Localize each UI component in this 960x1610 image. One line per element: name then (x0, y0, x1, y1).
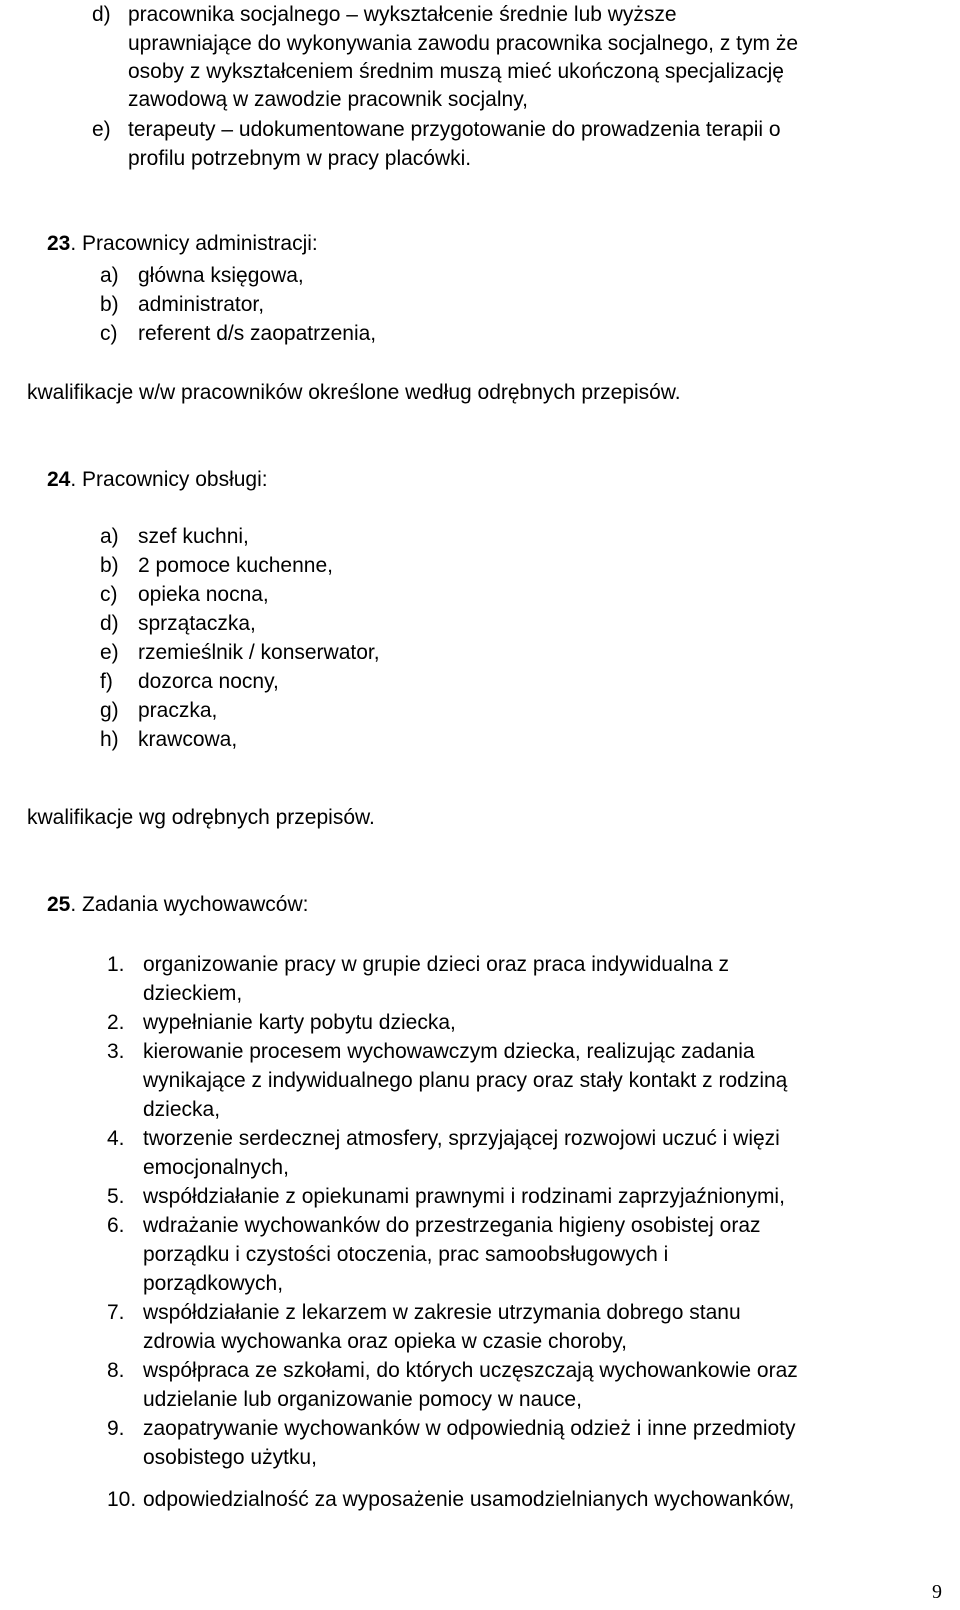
list-item-line: emocjonalnych, (143, 1156, 289, 1179)
list-item-line: współdziałanie z lekarzem w zakresie utrzymania dobrego stanu (143, 1301, 741, 1324)
list-item-line: wypełnianie karty pobytu dziecka, (143, 1011, 456, 1034)
list-label: a) (100, 525, 119, 548)
list-item: dozorca nocny, (138, 670, 279, 693)
list-item: referent d/s zaopatrzenia, (138, 322, 377, 345)
list-item-line: dziecka, (143, 1098, 221, 1121)
list-item: rzemieślnik / konserwator, (138, 641, 380, 664)
list-item-line: porządku i czystości otoczenia, prac samoobsługowych i (143, 1243, 669, 1266)
list-label: 5. (107, 1185, 125, 1208)
list-item-line: osoby z wykształceniem średnim muszą mieć ukończoną specjalizację (128, 60, 784, 83)
list-label: b) (100, 554, 119, 577)
list-item-line: zaopatrywanie wychowanków w odpowiednią odzież i inne przedmioty (143, 1417, 796, 1440)
list-item-line: osobistego użytku, (143, 1446, 317, 1469)
list-item: krawcowa, (138, 728, 238, 751)
list-item-line: pracownika socjalnego – wykształcenie średnie lub wyższe (128, 3, 677, 26)
list-item: 2 pomoce kuchenne, (138, 554, 333, 577)
list-item: praczka, (138, 699, 218, 722)
list-item-line: zdrowia wychowanka oraz opieka w czasie choroby, (143, 1330, 628, 1353)
section-note: kwalifikacje wg odrębnych przepisów. (27, 806, 375, 829)
list-item-line: dzieckiem, (143, 982, 243, 1005)
section-number: 25 (47, 893, 71, 916)
list-item-line: udzielanie lub organizowanie pomocy w nauce, (143, 1388, 582, 1411)
list-item-line: uprawniające do wykonywania zawodu pracownika socjalnego, z tym że (128, 32, 799, 55)
list-label: d) (92, 3, 111, 26)
list-label: c) (100, 322, 118, 345)
list-label: g) (100, 699, 119, 722)
list-label: 9. (107, 1417, 125, 1440)
list-label: 6. (107, 1214, 125, 1237)
list-label: 3. (107, 1040, 125, 1063)
list-item-line: wynikające z indywidualnego planu pracy oraz stały kontakt z rodziną (143, 1069, 788, 1092)
list-item-line: współdziałanie z opiekunami prawnymi i rodzinami zaprzyjaźnionymi, (143, 1185, 785, 1208)
list-label: e) (92, 118, 111, 141)
list-item-line: porządkowych, (143, 1272, 284, 1295)
list-label: 1. (107, 953, 125, 976)
section-title: . Pracownicy obsługi: (70, 468, 268, 491)
list-item-line: wdrażanie wychowanków do przestrzegania higieny osobistej oraz (143, 1214, 761, 1237)
list-item-line: terapeuty – udokumentowane przygotowanie do prowadzenia terapii o (128, 118, 781, 141)
section-heading (47, 232, 318, 256)
list-item-line: organizowanie pracy w grupie dzieci oraz praca indywidualna z (143, 953, 729, 976)
list-item-line: współpraca ze szkołami, do których uczęszczają wychowankowie oraz (143, 1359, 798, 1382)
section-heading (47, 468, 268, 492)
list-item: główna księgowa, (138, 264, 304, 287)
list-item: opieka nocna, (138, 583, 269, 606)
section-number: 24 (47, 468, 71, 491)
list-label: 7. (107, 1301, 125, 1324)
list-item: sprzątaczka, (138, 612, 256, 635)
list-item: szef kuchni, (138, 525, 249, 548)
list-label: d) (100, 612, 119, 635)
list-item-line: kierowanie procesem wychowawczym dziecka, realizując zadania (143, 1040, 755, 1063)
section-title: . Zadania wychowawców: (70, 893, 309, 916)
list-label: h) (100, 728, 119, 751)
list-label: 10. (107, 1488, 137, 1511)
list-label: e) (100, 641, 119, 664)
list-label: f) (100, 670, 113, 693)
list-label: b) (100, 293, 119, 316)
section-note: kwalifikacje w/w pracowników określone według odrębnych przepisów. (27, 381, 681, 404)
section-number: 23 (47, 232, 71, 255)
list-label: a) (100, 264, 119, 287)
list-item-line: profilu potrzebnym w pracy placówki. (128, 147, 472, 170)
list-label: 2. (107, 1011, 125, 1034)
list-label: c) (100, 583, 118, 606)
list-item-line: odpowiedzialność za wyposażenie usamodzielnianych wychowanków, (143, 1488, 795, 1511)
section-title: . Pracownicy administracji: (70, 232, 318, 255)
list-label: 4. (107, 1127, 125, 1150)
list-item-line: tworzenie serdecznej atmosfery, sprzyjającej rozwojowi uczuć i więzi (143, 1127, 780, 1150)
page-number: 9 (932, 1581, 942, 1603)
list-label: 8. (107, 1359, 125, 1382)
list-item-line: zawodową w zawodzie pracownik socjalny, (128, 88, 528, 111)
section-heading (47, 893, 308, 917)
list-item: administrator, (138, 293, 265, 316)
